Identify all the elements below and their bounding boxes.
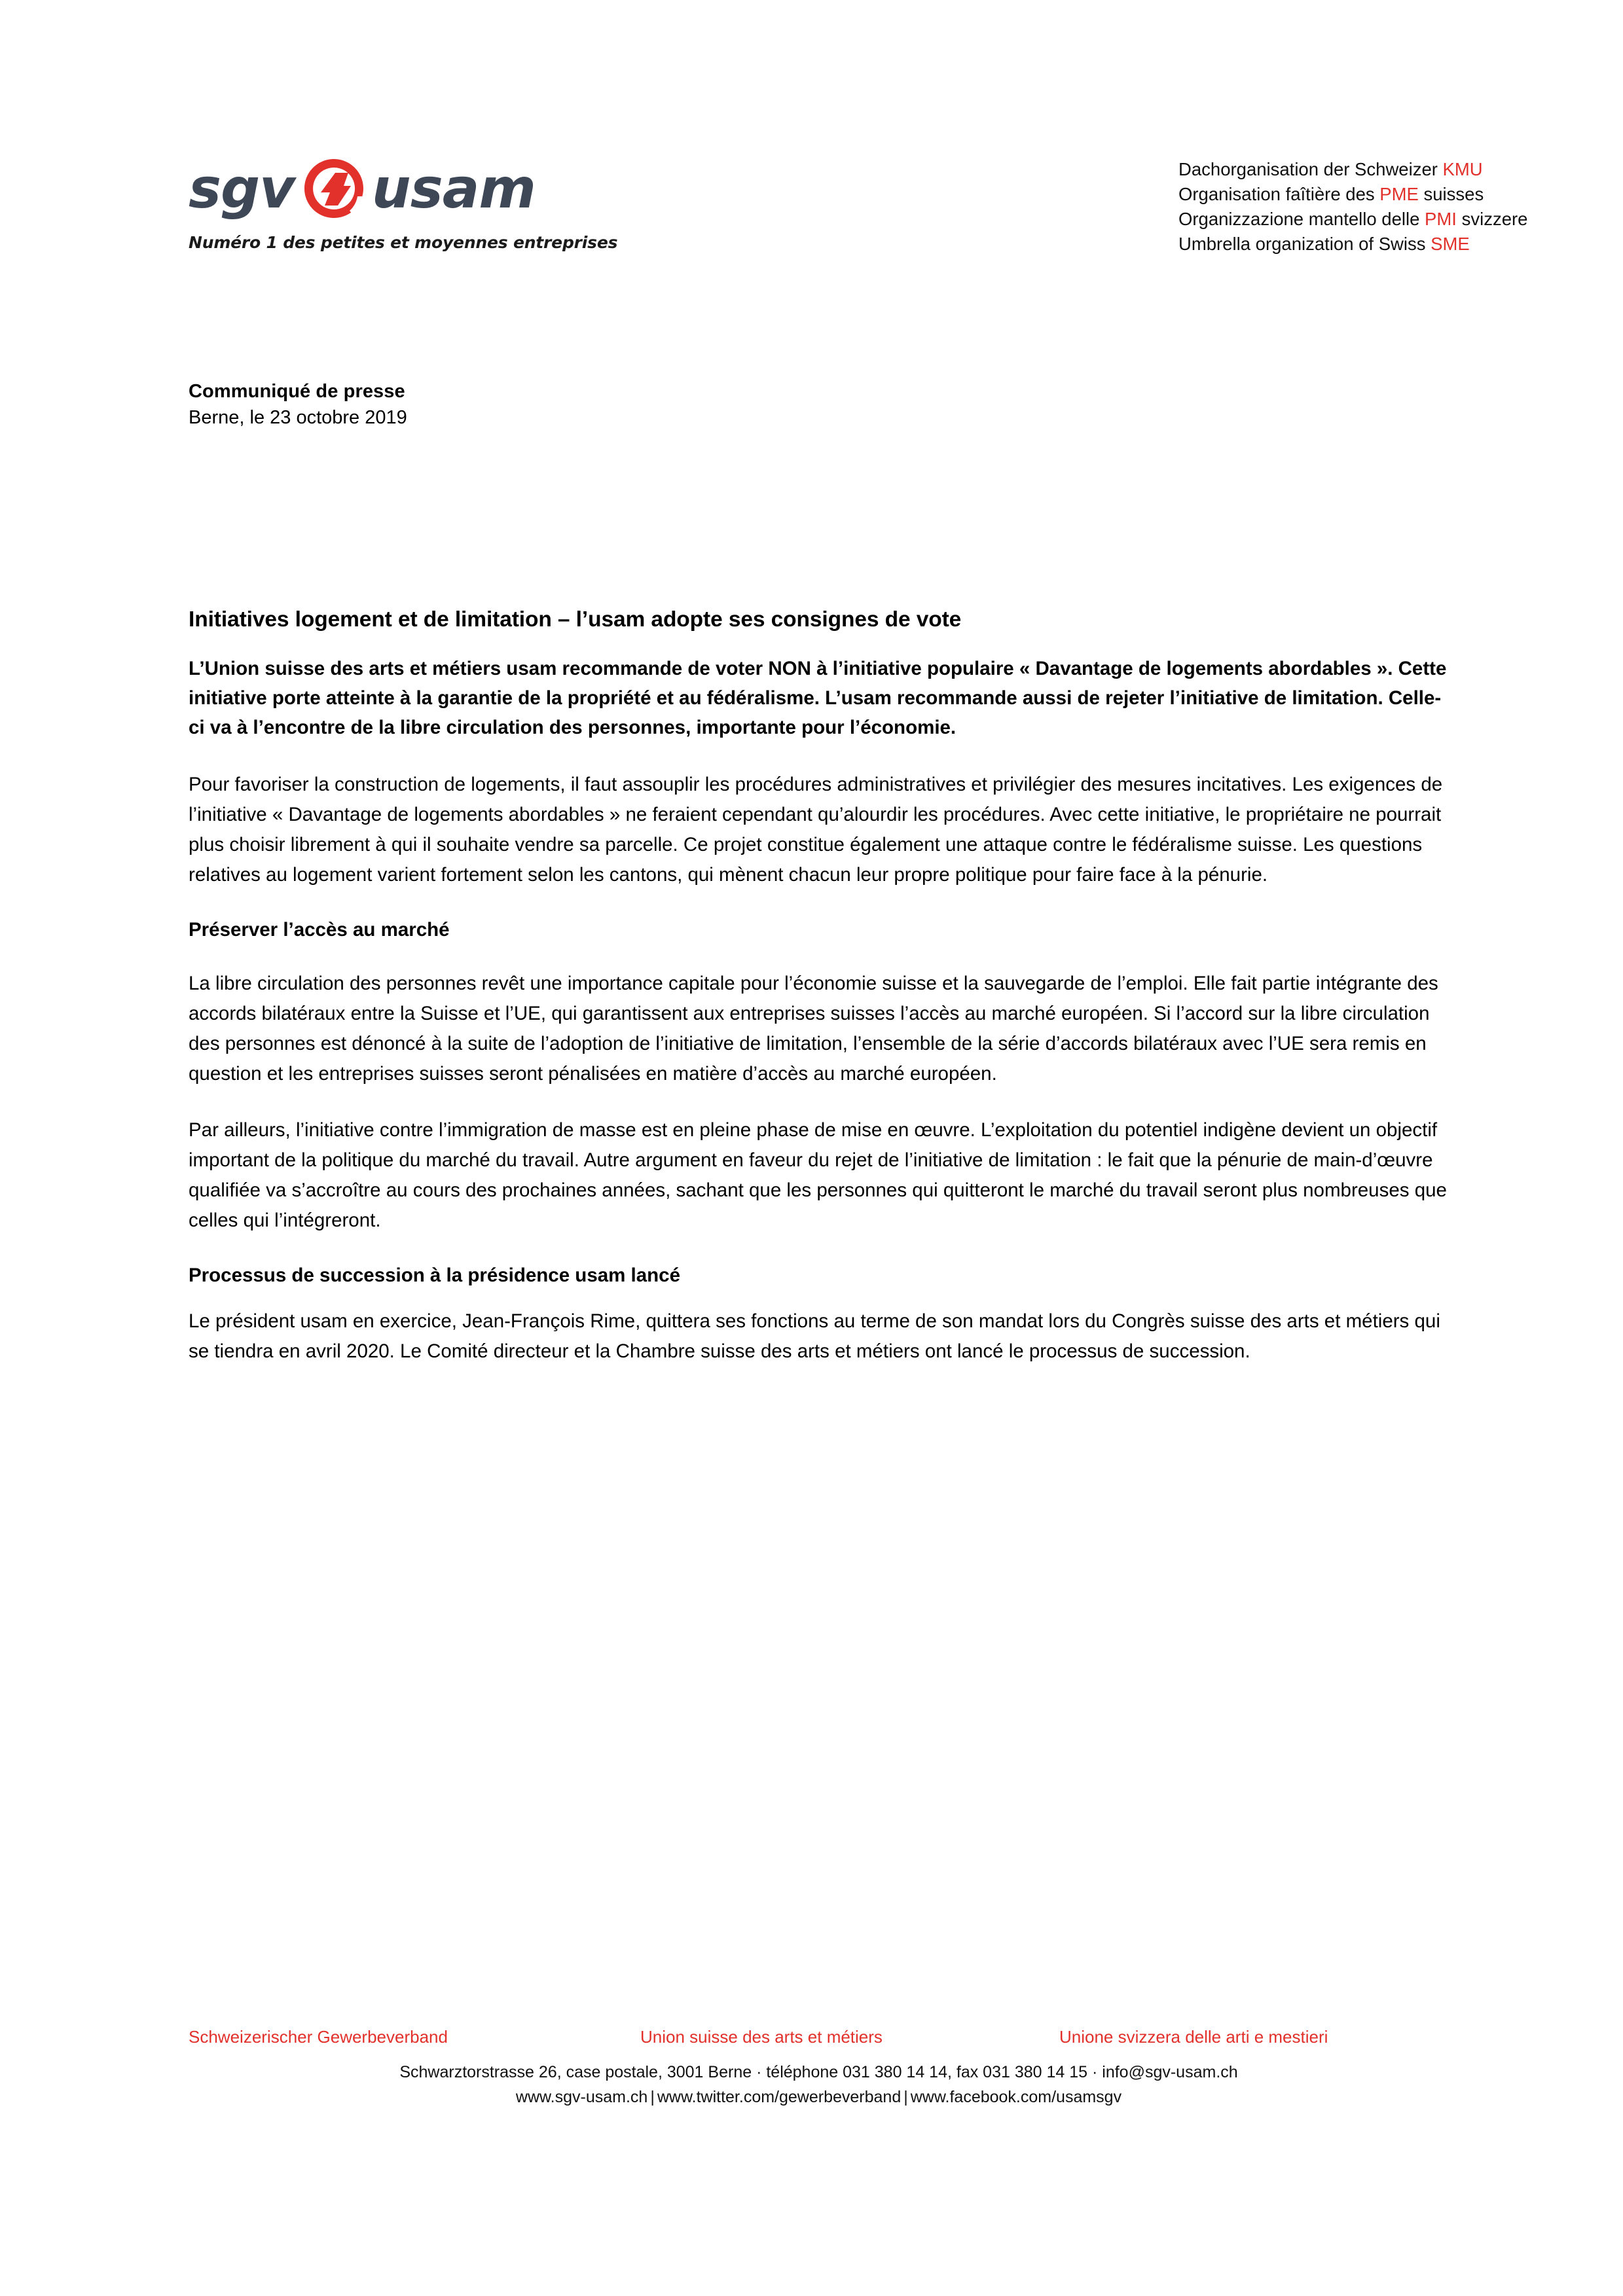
logo-wordmark xyxy=(189,152,621,225)
header-language-line-de xyxy=(1178,157,1527,182)
header-lang-it-prefix: Organizzazione mantello delle xyxy=(1178,209,1425,229)
lead-paragraph: L’Union suisse des arts et métiers usam recommande de voter NON à l’initiative populaire « Davantage de logements abordables ». Cette initiative porte atteinte à la garantie de la propriété et au fédéralisme. L’usam recommande aussi de rejeter l’initiative de limitation. Celle-ci va à l’encontre de la libre circulation des personnes, importante pour l’économie. xyxy=(189,658,1447,738)
header-lang-fr-prefix: Organisation faîtière des xyxy=(1178,184,1380,204)
footer-org-name-fr: Union suisse des arts et métiers xyxy=(640,2027,883,2047)
footer-links xyxy=(189,2085,1449,2109)
footer-address: Schwarztorstrasse 26, case postale, 3001 Berne · téléphone 031 380 14 14, fax 031 380 14 15 · info@sgv-usam.ch xyxy=(399,2063,1238,2081)
section-heading-market-access: Préserver l’accès au marché xyxy=(189,919,450,941)
header-lang-de-prefix: Dachorganisation der Schweizer xyxy=(1178,159,1443,179)
paragraph-free-movement: La libre circulation des personnes revêt une importance capitale pour l’économie suisse et la sauvegarde de l’emploi. Elle fait partie intégrante des accords bilatéraux entre la Suisse et l’UE, qui garantissent aux entreprises suisses l’accès au marché européen. Si l’accord sur la libre circulation des personnes est dénoncé à la suite de l’adoption de l’initiative de limitation, l’ensemble de la série d’accords bilatéraux avec l’UE sera remis en question et les entreprises suisses seront pénalisées en matière d’accès au marché européen. xyxy=(189,973,1438,1085)
header-lang-en-prefix: Umbrella organization of Swiss xyxy=(1178,234,1431,254)
paragraph-housing-initiative: Pour favoriser la construction de logements, il faut assouplir les procédures administratives et privilégier des mesures incitatives. Les exigences de l’initiative « Davantage de logements abordables » ne feraient cependant qu’alourdir les procédures. Avec cette initiative, le propriétaire ne pourrait plus choisir librement à qui il souhaite vendre sa parcelle. Ce projet constitue également une attaque contre le fédéralisme suisse. Les questions relatives au logement varient fortement selon les cantons, qui mènent chacun leur propre politique pour faire face à la pénurie. xyxy=(189,774,1443,886)
header-language-line-it xyxy=(1178,207,1527,232)
footer-org-name-de: Schweizerischer Gewerbeverband xyxy=(189,2027,448,2047)
header-language-line-fr xyxy=(1178,182,1527,207)
usam-logo xyxy=(189,152,621,252)
place-date-label: Berne, le 23 octobre 2019 xyxy=(189,407,407,428)
footer-link-twitter[interactable]: www.twitter.com/gewerbeverband xyxy=(657,2088,902,2106)
document-type-label: Communiqué de presse xyxy=(189,381,405,402)
paragraph-mass-immigration: Par ailleurs, l’initiative contre l’immigration de masse est en pleine phase de mise en œuvre. L’exploitation du potentiel indigène devient un objectif important de la politique du marché du travail. Autre argument en faveur du rejet de l’initiative de limitation : le fait que la pénurie de main-d’œuvre qualifiée va s’accroître au cours des prochaines années, sachant que les personnes qui quitteront le marché du travail seront plus nombreuses que celles qui l’intégreront. xyxy=(189,1119,1447,1231)
logo-tagline: Numéro 1 des petites et moyennes entreprises xyxy=(189,233,618,252)
page-footer xyxy=(189,2026,1449,2109)
footer-link-separator-2: | xyxy=(903,2088,908,2106)
header-lang-fr-accent: PME xyxy=(1379,184,1419,204)
page-title: Initiatives logement et de limitation – l’usam adopte ses consignes de vote xyxy=(189,607,962,632)
header-lang-it-accent: PMI xyxy=(1425,209,1457,229)
header-language-line-en xyxy=(1178,232,1527,257)
logo-text-sgv: sgv xyxy=(189,156,295,221)
header-lang-de-accent: KMU xyxy=(1442,159,1483,179)
page-header xyxy=(189,152,1528,276)
header-lang-en-accent: SME xyxy=(1431,234,1470,254)
header-lang-it-suffix: svizzere xyxy=(1456,209,1528,229)
header-lang-fr-suffix: suisses xyxy=(1418,184,1484,204)
footer-org-name-it: Unione svizzera delle arti e mestieri xyxy=(1059,2027,1328,2047)
swiss-cross-circle-icon xyxy=(301,156,367,221)
document-meta xyxy=(189,378,407,431)
section-heading-succession: Processus de succession à la présidence usam lancé xyxy=(189,1265,680,1286)
footer-organization-names xyxy=(189,2026,1449,2048)
logo-text-usam: usam xyxy=(371,156,536,221)
document-body xyxy=(189,605,1449,1367)
footer-link-facebook[interactable]: www.facebook.com/usamsgv xyxy=(910,2088,1122,2106)
paragraph-succession: Le président usam en exercice, Jean-François Rime, quittera ses fonctions au terme de son mandat lors du Congrès suisse des arts et métiers qui se tiendra en avril 2020. Le Comité directeur et la Chambre suisse des arts et métiers ont lancé le processus de succession. xyxy=(189,1310,1440,1362)
footer-link-website[interactable]: www.sgv-usam.ch xyxy=(515,2088,648,2106)
footer-link-separator-1: | xyxy=(650,2088,655,2106)
header-language-lines xyxy=(1178,157,1527,257)
